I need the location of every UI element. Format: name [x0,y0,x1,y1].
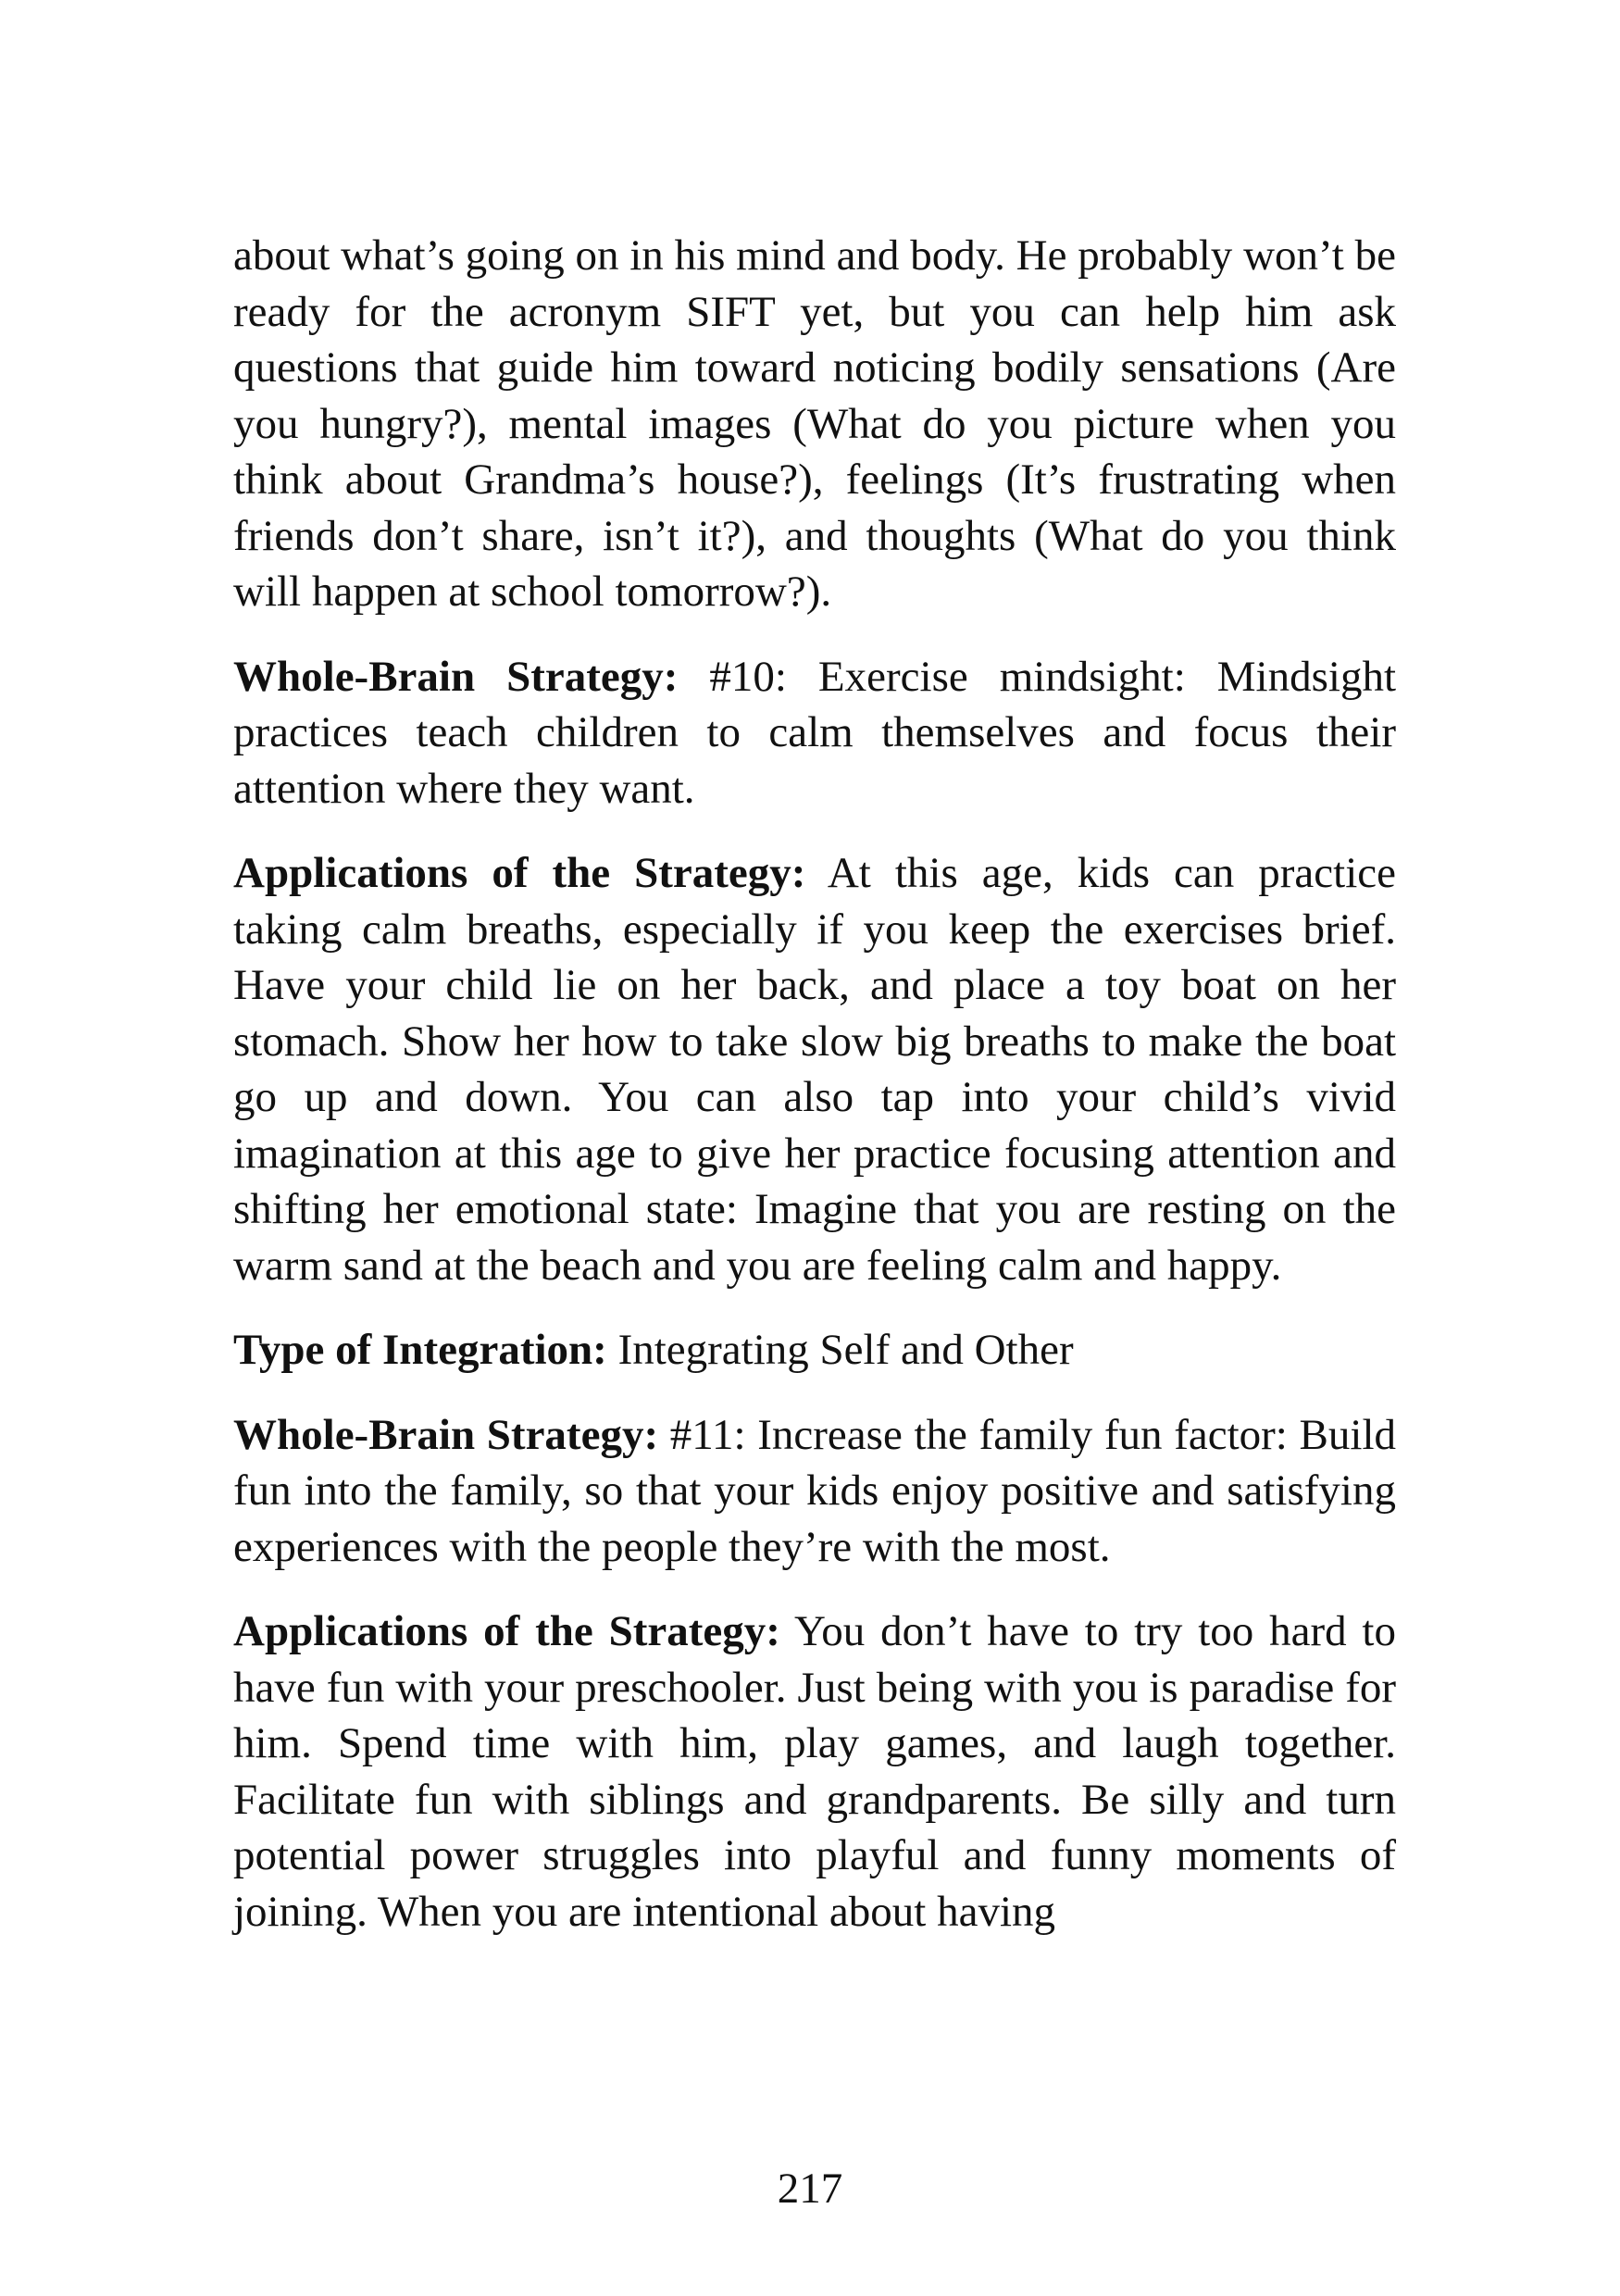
paragraph-applications-11 [233,1603,1396,1940]
paragraph-continued [233,228,1396,620]
paragraph-label: Applications of the Strategy: [233,1607,780,1655]
paragraph-label: Whole-Brain Strategy: [233,1410,659,1459]
paragraph-applications-10 [233,845,1396,1293]
paragraph-label: Whole-Brain Strategy: [233,652,679,701]
paragraph-strategy-10 [233,649,1396,817]
paragraph-integration-type [233,1322,1396,1379]
paragraph-text: You don’t have to try too hard to have fun with your preschooler. Just being with you is paradise for him. Spend time with him, play games, and laugh together. Facilitate fun with siblings and grandparents. Be silly and turn potential power struggles into playful and funny moments of joining. When you are intentional about having [233,1607,1396,1936]
paragraph-strategy-11 [233,1407,1396,1576]
paragraph-text: #10: Exercise mindsight: Mindsight practices teach children to calm themselves and focus their attention where they want. [233,652,1397,813]
page-number: 217 [777,2165,843,2213]
paragraph-label: Type of Integration: [233,1326,607,1374]
paragraph-label: Applications of the Strategy: [233,849,806,897]
paragraph-text: Integrating Self and Other [617,1326,1074,1374]
paragraph-text: about what’s going on in his mind and body. He probably won’t be ready for the acronym SIFT yet, but you can help him ask questions that guide him toward noticing bodily sensations (Are you hungry?), mental images (What do you picture when you think about Grandma’s house?), feelings (It’s frustrating when friends don’t share, isn’t it?), and thoughts (What do you think will happen at school tomorrow?). [233,231,1396,616]
page-body [233,228,1396,1968]
paragraph-text: #11: Increase the family fun factor: Build fun into the family, so that your kids enjoy positive and satisfying experiences with the people they’re with the most. [233,1410,1397,1571]
paragraph-text: At this age, kids can practice taking calm breaths, especially if you keep the exercises brief. Have your child lie on her back, and place a toy boat on her stomach. Show her how to take slow big breaths to make the boat go up and down. You can also tap into your child’s vivid imagination at this age to give her practice focusing attention and shifting her emotional state: Imagine that you are resting on the warm sand at the beach and you are feeling calm and happy. [233,849,1396,1290]
